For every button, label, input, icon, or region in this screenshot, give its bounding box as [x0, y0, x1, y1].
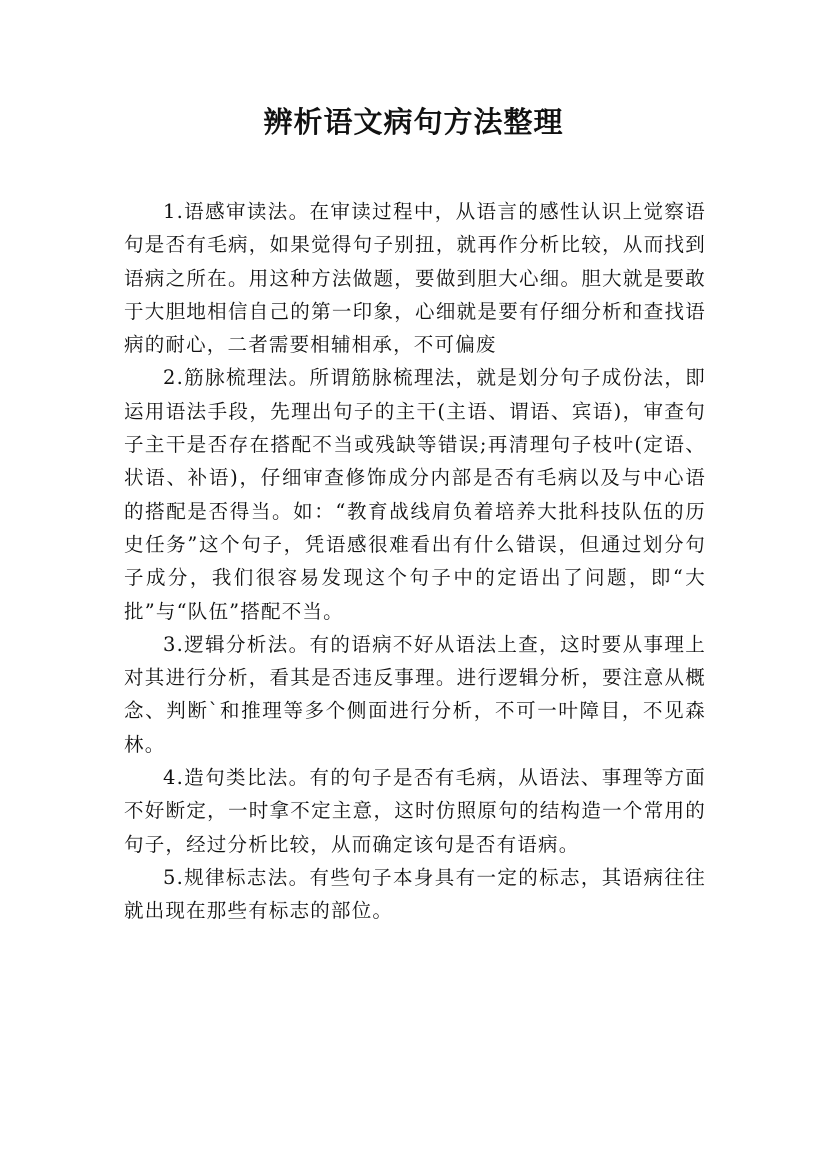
paragraph-5: 5.规律标志法。有些句子本身具有一定的标志，其语病往往就出现在那些有标志的部位。 [124, 865, 706, 923]
paragraph-2: 2.筋脉梳理法。所谓筋脉梳理法，就是划分句子成份法，即运用语法手段，先理出句子的主干(主语、谓语、宾语)，审查句子主干是否存在搭配不当或残缺等错误;再清理句子枝叶(定语、状语、补语)，仔细审查修饰成分内部是否有毛病以及与中心语的搭配是否得当。如：“教育战线肩负着培养大批科技队伍的历史任务”这个句子，凭语感很难看出有什么错误，但通过划分句子成分，我们很容易发现这个句子中的定语出了问题，即“大批”与“队伍”搭配不当。 [124, 366, 706, 623]
paragraph-4: 4.造句类比法。有的句子是否有毛病，从语法、事理等方面不好断定，一时拿不定主意，这时仿照原句的结构造一个常用的句子，经过分析比较，从而确定该句是否有语病。 [124, 766, 706, 856]
document-body [124, 195, 706, 928]
paragraph-1: 1.语感审读法。在审读过程中，从语言的感性认识上觉察语句是否有毛病，如果觉得句子别扭，就再作分析比较，从而找到语病之所在。用这种方法做题，要做到胆大心细。胆大就是要敢于大胆地相信自己的第一印象，心细就是要有仔细分析和查找语病的耐心，二者需要相辅相承，不可偏废 [124, 200, 706, 357]
document-title: 辨析语文病句方法整理 [263, 105, 564, 139]
paragraph-3: 3.逻辑分析法。有的语病不好从语法上查，这时要从事理上对其进行分析，看其是否违反事理。进行逻辑分析，要注意从概念、判断`和推理等多个侧面进行分析，不可一叶障目，不见森林。 [124, 632, 706, 756]
